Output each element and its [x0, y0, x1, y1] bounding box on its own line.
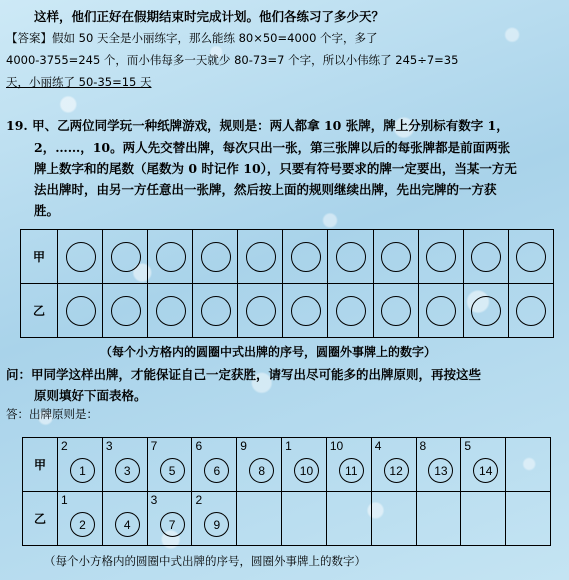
order-circle: 9 [204, 512, 229, 537]
order-circle: 7 [160, 512, 185, 537]
card-number: 3 [105, 439, 113, 453]
order-circle [381, 242, 411, 272]
order-circle: 11 [339, 458, 364, 483]
order-circle: 12 [384, 458, 409, 483]
card-cell [193, 230, 238, 284]
card-number: 3 [150, 493, 158, 507]
card-number: 1 [285, 439, 292, 453]
row-label-yi: 乙 [23, 492, 58, 546]
answer-intro: 答：出牌原则是： [6, 407, 98, 421]
row-label-jia: 甲 [21, 230, 58, 284]
order-circle [471, 242, 501, 272]
card-cell [147, 438, 192, 492]
card-cell [102, 492, 147, 546]
order-circle [336, 296, 366, 326]
card-number: 5 [464, 439, 471, 453]
card-cell [283, 230, 328, 284]
order-circle [201, 242, 231, 272]
table-row [23, 438, 551, 492]
order-circle [201, 296, 231, 326]
order-circle [336, 242, 366, 272]
problem-line-3: 牌上数字和的尾数（尾数为 0 时记作 10），只要有符号要求的牌一定要出，当某一方无 [34, 161, 517, 176]
card-cell [373, 284, 418, 338]
card-cell [237, 492, 282, 546]
order-circle: 5 [160, 458, 185, 483]
order-circle [381, 296, 411, 326]
card-cell [192, 492, 237, 546]
card-cell [506, 438, 551, 492]
order-circle [426, 296, 456, 326]
order-circle [291, 296, 321, 326]
problem-line-2: 2，……，10。两人先交替出牌，每次只出一张，第三张牌以后的每张牌都是前面两张 [34, 140, 511, 155]
answer-line-2: 4000-3755=245 个，而小伟每多一天就少 80-73=7 个字，所以小伟练了 245÷7=35 [6, 53, 459, 67]
order-circle [246, 242, 276, 272]
card-cell [418, 230, 463, 284]
table-row [21, 230, 554, 284]
blank-card-table [20, 229, 554, 338]
order-circle: 1 [70, 458, 95, 483]
card-cell [328, 230, 373, 284]
card-cell [463, 230, 508, 284]
card-cell [148, 230, 193, 284]
card-cell [508, 284, 553, 338]
order-circle [66, 242, 96, 272]
card-cell [193, 284, 238, 338]
order-circle [111, 296, 141, 326]
row-label-yi: 乙 [21, 284, 58, 338]
order-circle [516, 296, 546, 326]
card-cell [371, 438, 416, 492]
table-row [23, 492, 551, 546]
card-cell [192, 438, 237, 492]
question-tail: 这样，他们正好在假期结束时完成计划。他们各练习了多少天？ [34, 9, 385, 24]
order-circle [291, 242, 321, 272]
order-circle [66, 296, 96, 326]
card-cell [58, 284, 103, 338]
card-cell [237, 438, 282, 492]
caption-1: （每个小方格内的圆圈中式出牌的序号，圆圈外事牌上的数字） [100, 345, 437, 359]
table-row [21, 284, 554, 338]
order-circle: 14 [473, 458, 498, 483]
answer-line-1: 【答案】假如 50 天全是小丽练字，那么能练 80×50=4000 个字，多了 [6, 31, 378, 45]
order-circle: 6 [204, 458, 229, 483]
card-cell [461, 492, 506, 546]
card-number: 10 [329, 439, 344, 453]
card-cell [328, 284, 373, 338]
card-number: 9 [240, 439, 247, 453]
card-number: 4 [374, 439, 382, 453]
order-circle [471, 296, 501, 326]
card-cell [508, 230, 553, 284]
card-cell [506, 492, 551, 546]
order-circle [111, 242, 141, 272]
card-number: 7 [150, 439, 158, 453]
card-cell [326, 492, 371, 546]
card-number: 2 [195, 493, 203, 507]
order-circle [156, 296, 186, 326]
card-cell [283, 284, 328, 338]
card-cell [238, 230, 283, 284]
order-circle: 3 [115, 458, 140, 483]
card-cell [416, 438, 461, 492]
card-cell [326, 438, 371, 492]
card-cell [102, 438, 147, 492]
question-line-1: 问：甲同学这样出牌，才能保证自己一定获胜，请写出尽可能多的出牌原则，再按这些 [6, 367, 482, 382]
card-number: 6 [195, 439, 203, 453]
order-circle: 13 [428, 458, 453, 483]
order-circle: 10 [294, 458, 319, 483]
order-circle [516, 242, 546, 272]
problem-line-4: 法出牌时，由另一方任意出一张牌，然后按上面的规则继续出牌，先出完牌的一方获 [34, 182, 497, 197]
answer-card-table [22, 437, 551, 546]
card-cell [147, 492, 192, 546]
card-cell [463, 284, 508, 338]
card-cell [371, 492, 416, 546]
card-cell [238, 284, 283, 338]
card-cell [282, 492, 327, 546]
answer-label: 【答案】 [6, 31, 52, 45]
problem-line-1: 19. 甲、乙两位同学玩一种纸牌游戏，规则是：两人都拿 10 张牌，牌上分别标有数字 1， [6, 118, 509, 133]
card-number: 8 [419, 439, 427, 453]
order-circle [246, 296, 276, 326]
caption-2: （每个小方格内的圆圈中式出牌的序号，圆圈外事牌上的数字） [44, 554, 366, 568]
order-circle: 2 [70, 512, 95, 537]
card-cell [58, 492, 103, 546]
problem-line-5: 胜。 [34, 203, 60, 218]
card-cell [282, 438, 327, 492]
card-cell [58, 438, 103, 492]
answer-line-3: 天，小丽练了 50-35=15 天 [6, 75, 152, 89]
card-cell [461, 438, 506, 492]
card-number: 1 [61, 493, 68, 507]
card-number: 2 [61, 439, 68, 453]
order-circle [426, 242, 456, 272]
row-label-jia: 甲 [23, 438, 58, 492]
card-cell [58, 230, 103, 284]
question-line-2: 原则填好下面表格。 [34, 388, 147, 403]
order-circle: 4 [115, 512, 140, 537]
order-circle [156, 242, 186, 272]
card-cell [418, 284, 463, 338]
card-cell [103, 284, 148, 338]
card-cell [373, 230, 418, 284]
order-circle: 8 [249, 458, 274, 483]
card-cell [416, 492, 461, 546]
card-cell [148, 284, 193, 338]
card-cell [103, 230, 148, 284]
